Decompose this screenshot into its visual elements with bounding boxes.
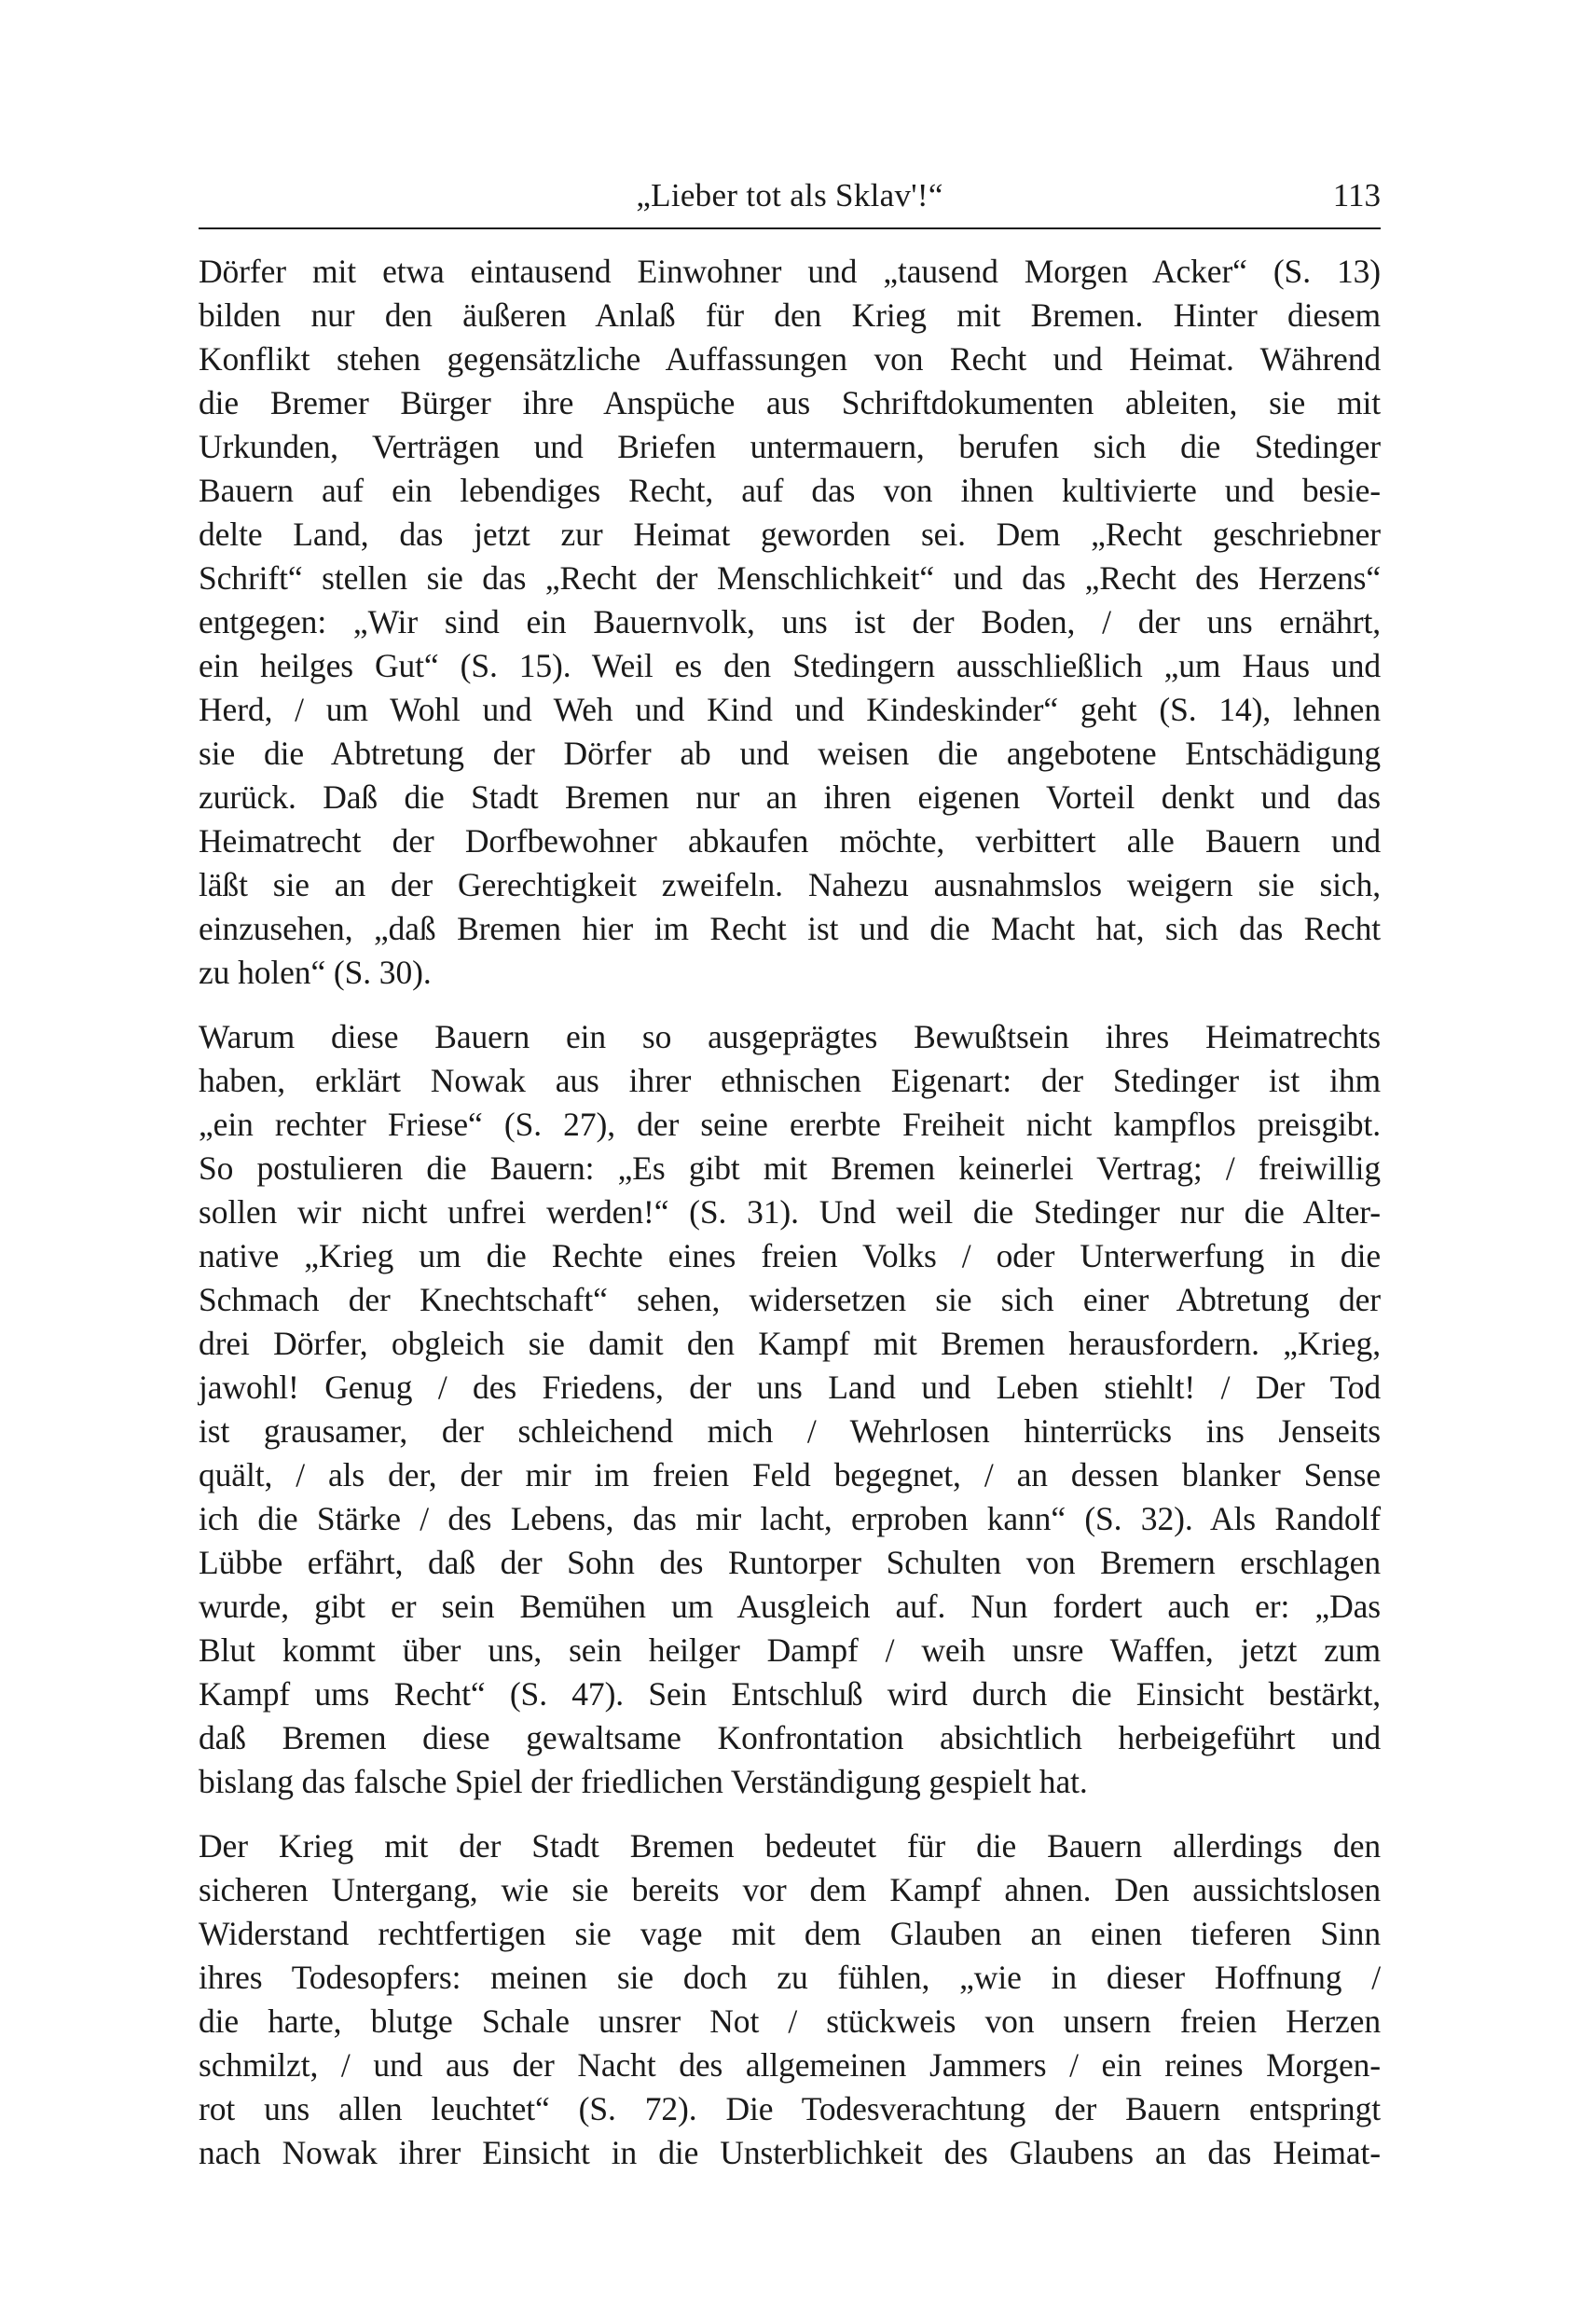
text-line: Der Krieg mit der Stadt Bremen bedeutet für die Bauern allerdings den xyxy=(199,1827,1381,1865)
running-head xyxy=(199,168,1381,224)
text-line: So postulieren die Bauern: „Es gibt mit Bremen keinerlei Vertrag; / freiwillig xyxy=(199,1149,1381,1187)
text-line: ihres Todesopfers: meinen sie doch zu fühlen, „wie in dieser Hoffnung / xyxy=(199,1959,1381,1996)
text-line: Lübbe erfährt, daß der Sohn des Runtorper Schulten von Bremern erschlagen xyxy=(199,1544,1381,1581)
text-line: Herd, / um Wohl und Weh und Kind und Kindeskinder“ geht (S. 14), lehnen xyxy=(199,691,1381,728)
text-line: zurück. Daß die Stadt Bremen nur an ihren eigenen Vorteil denkt und das xyxy=(199,778,1381,816)
text-line: „ein rechter Friese“ (S. 27), der seine ererbte Freiheit nicht kampflos preisgibt. xyxy=(199,1106,1381,1143)
text-line: schmilzt, / und aus der Nacht des allgemeinen Jammers / ein reines Morgen- xyxy=(199,2046,1381,2084)
text-line: sollen wir nicht unfrei werden!“ (S. 31). Und weil die Stedinger nur die Alter- xyxy=(199,1193,1381,1231)
text-line: Konflikt stehen gegensätzliche Auffassungen von Recht und Heimat. Während xyxy=(199,340,1381,378)
text-line: Dörfer mit etwa eintausend Einwohner und „tausend Morgen Acker“ (S. 13) xyxy=(199,253,1381,290)
paragraph-2 xyxy=(199,1015,1381,1804)
text-line: Heimatrecht der Dorfbewohner abkaufen möchte, verbittert alle Bauern und xyxy=(199,822,1381,860)
text-line: läßt sie an der Gerechtigkeit zweifeln. Nahezu ausnahmslos weigern sie sich, xyxy=(199,866,1381,903)
paragraph-1 xyxy=(199,250,1381,995)
text-line: einzusehen, „daß Bremen hier im Recht ist und die Macht hat, sich das Recht xyxy=(199,910,1381,947)
text-line: bilden nur den äußeren Anlaß für den Krieg mit Bremen. Hinter diesem xyxy=(199,296,1381,334)
text-line: zu holen“ (S. 30). xyxy=(199,954,432,991)
text-line: sie die Abtretung der Dörfer ab und weisen die angebotene Entschädigung xyxy=(199,735,1381,772)
text-line: sicheren Untergang, wie sie bereits vor dem Kampf ahnen. Den aussichtslosen xyxy=(199,1871,1381,1908)
paragraph-3 xyxy=(199,1824,1381,2175)
text-line: Bauern auf ein lebendiges Recht, auf das von ihnen kultivierte und besie- xyxy=(199,472,1381,509)
text-line: nach Nowak ihrer Einsicht in die Unsterblichkeit des Glaubens an das Heimat- xyxy=(199,2134,1381,2171)
text-line: daß Bremen diese gewaltsame Konfrontation absichtlich herbeigeführt und xyxy=(199,1719,1381,1756)
text-line: jawohl! Genug / des Friedens, der uns Land und Leben stiehlt! / Der Tod xyxy=(199,1369,1381,1406)
text-line: native „Krieg um die Rechte eines freien Volks / oder Unterwerfung in die xyxy=(199,1237,1381,1274)
text-line: ich die Stärke / des Lebens, das mir lacht, erproben kann“ (S. 32). Als Randolf xyxy=(199,1500,1381,1537)
text-line: ein heilges Gut“ (S. 15). Weil es den Stedingern ausschließlich „um Haus und xyxy=(199,647,1381,684)
header-rule xyxy=(199,227,1381,229)
text-line: Schrift“ stellen sie das „Recht der Menschlichkeit“ und das „Recht des Herzens“ xyxy=(199,559,1381,597)
text-line: rot uns allen leuchtet“ (S. 72). Die Todesverachtung der Bauern entspringt xyxy=(199,2090,1381,2127)
text-line: quält, / als der, der mir im freien Feld begegnet, / an dessen blanker Sense xyxy=(199,1456,1381,1493)
text-line: haben, erklärt Nowak aus ihrer ethnischen Eigenart: der Stedinger ist ihm xyxy=(199,1062,1381,1099)
text-line: Urkunden, Verträgen und Briefen untermauern, berufen sich die Stedinger xyxy=(199,428,1381,465)
text-line: Schmach der Knechtschaft“ sehen, widersetzen sie sich einer Abtretung der xyxy=(199,1281,1381,1318)
text-line: drei Dörfer, obgleich sie damit den Kampf mit Bremen herausfordern. „Krieg, xyxy=(199,1325,1381,1362)
text-line: ist grausamer, der schleichend mich / Wehrlosen hinterrücks ins Jenseits xyxy=(199,1412,1381,1450)
body-text xyxy=(199,250,1381,2175)
text-line: bislang das falsche Spiel der friedlichen Verständigung gespielt hat. xyxy=(199,1763,1088,1800)
text-line: Warum diese Bauern ein so ausgeprägtes Bewußtsein ihres Heimatrechts xyxy=(199,1018,1381,1055)
text-line: delte Land, das jetzt zur Heimat geworden sei. Dem „Recht geschriebner xyxy=(199,516,1381,553)
text-line: die Bremer Bürger ihre Anspüche aus Schriftdokumenten ableiten, sie mit xyxy=(199,384,1381,421)
page-number: 113 xyxy=(1332,177,1381,213)
text-line: Widerstand rechtfertigen sie vage mit dem Glauben an einen tieferen Sinn xyxy=(199,1915,1381,1952)
text-line: die harte, blutge Schale unsrer Not / stückweis von unsern freien Herzen xyxy=(199,2002,1381,2040)
text-line: Blut kommt über uns, sein heilger Dampf / weih unsre Waffen, jetzt zum xyxy=(199,1631,1381,1669)
text-line: Kampf ums Recht“ (S. 47). Sein Entschluß wird durch die Einsicht bestärkt, xyxy=(199,1675,1381,1713)
text-line: wurde, gibt er sein Bemühen um Ausgleich auf. Nun fordert auch er: „Das xyxy=(199,1588,1381,1625)
running-head-title: „Lieber tot als Sklav'!“ xyxy=(636,177,943,213)
text-line: entgegen: „Wir sind ein Bauernvolk, uns ist der Boden, / der uns ernährt, xyxy=(199,603,1381,640)
